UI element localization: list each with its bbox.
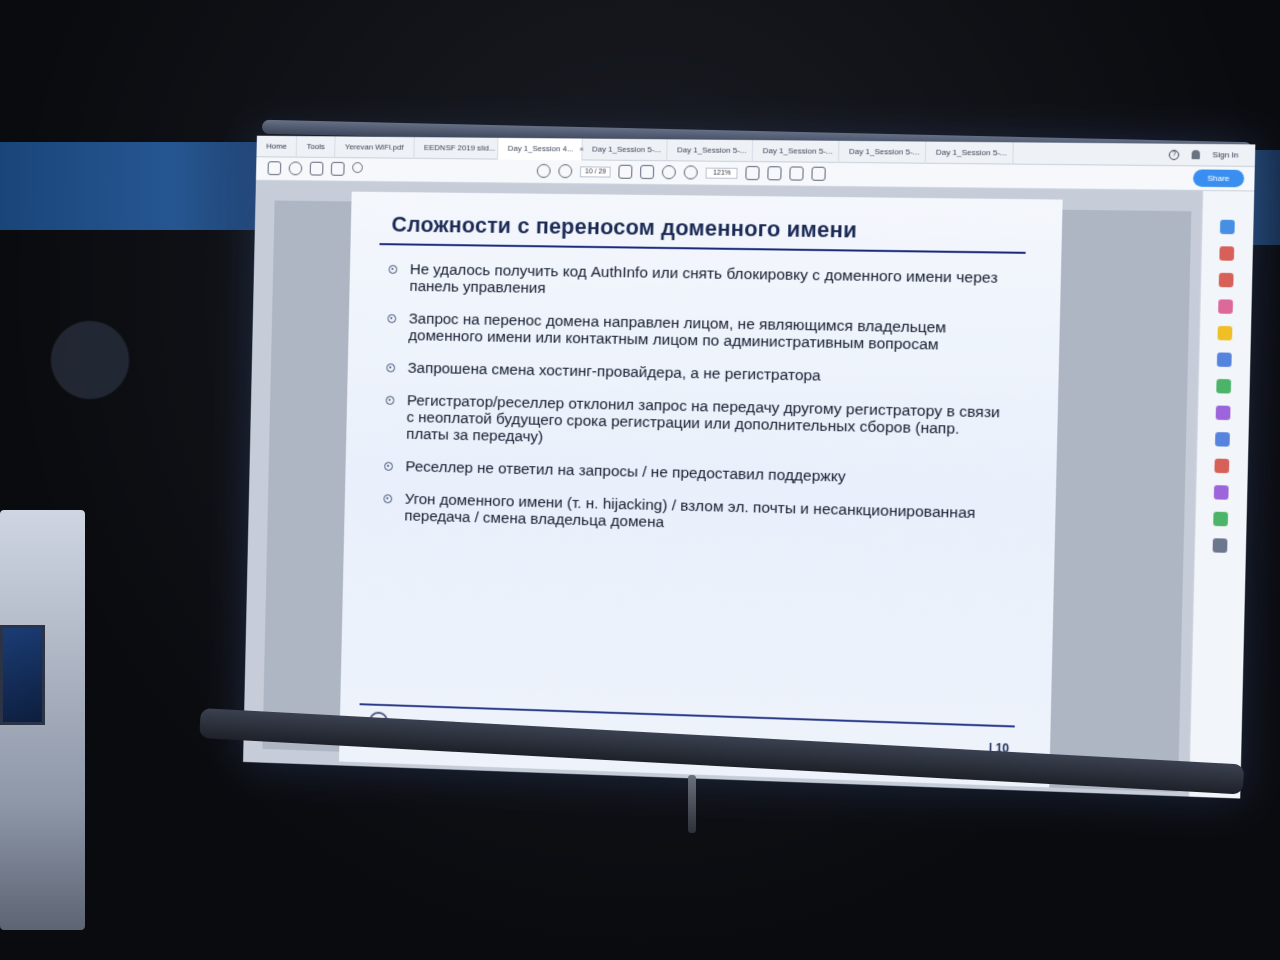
comment-icon[interactable] — [1217, 326, 1232, 341]
sign-in-link[interactable]: Sign In — [1212, 150, 1239, 160]
protect-icon[interactable] — [1215, 432, 1230, 447]
slide-title: Сложности с переносом доменного имени — [391, 211, 858, 243]
scroll-mode-icon[interactable] — [768, 166, 782, 180]
tab-label: Yerevan WiFi.pdf — [344, 141, 404, 152]
hand-tool-icon[interactable] — [640, 165, 654, 179]
zoom-out-icon[interactable] — [662, 165, 676, 179]
bullet-icon — [384, 462, 393, 471]
print-icon[interactable] — [310, 162, 324, 176]
page-indicator[interactable] — [580, 166, 611, 177]
tab-label: Day 1_Session 5-... — [676, 144, 747, 155]
zoom-select[interactable]: 121% — [706, 167, 738, 178]
tab-tools[interactable]: Tools — [297, 136, 336, 158]
bullet-text: Запрос на перенос домена направлен лицом, не являющимся владельцем доменного имени или контактным лицом по административным вопросам — [408, 310, 947, 354]
share-button[interactable]: Share — [1193, 169, 1245, 187]
projection-screen — [243, 136, 1255, 799]
organize-icon[interactable] — [1216, 379, 1231, 394]
title-divider — [379, 243, 1025, 254]
page-gutter-left — [262, 201, 351, 752]
bullet-icon — [388, 265, 397, 274]
tab-label: EEDNSF 2019 slid... — [423, 142, 496, 153]
bookmark-icon[interactable] — [268, 161, 282, 175]
more-tools-icon[interactable] — [1213, 538, 1228, 553]
tab-document[interactable] — [752, 140, 839, 163]
bullet-item — [383, 490, 999, 539]
bullet-text: Не удалось получить код AuthInfo или снять блокировку с доменного имени через панель управления — [409, 261, 998, 297]
screen-pull-handle — [688, 775, 696, 833]
tab-label: Day 1_Session 5-... — [848, 146, 920, 157]
send-sign-icon[interactable] — [1214, 485, 1229, 500]
slide-page-number: | 10 — [988, 740, 1010, 756]
bullet-text: Регистратор/реселлер отклонил запрос на передачу другому регистратору в связи с неоплатой будущего срока регистрации или дополнительных сборов (напр. платы за передачу) — [406, 392, 1001, 446]
wall-light-left — [0, 142, 285, 230]
edit-pdf-icon[interactable] — [1218, 299, 1233, 314]
export-pdf-icon[interactable] — [1219, 246, 1234, 260]
help-icon[interactable]: ? — [1169, 149, 1180, 159]
bullet-item — [388, 261, 1005, 304]
tab-document[interactable] — [667, 139, 753, 162]
comment-icon[interactable] — [790, 166, 804, 180]
tab-label: Day 1_Session 4... — [507, 143, 574, 153]
pen-icon[interactable] — [812, 167, 826, 181]
tab-document[interactable] — [925, 141, 1013, 164]
tab-bar-right — [1169, 149, 1255, 160]
bullet-text: Реселлер не ответил на запросы / не предоставил поддержку — [405, 458, 846, 486]
select-cursor-icon[interactable] — [619, 165, 633, 179]
toolbar-left — [268, 161, 363, 176]
combine-icon[interactable] — [1217, 352, 1232, 367]
tab-document[interactable] — [414, 137, 498, 160]
email-icon[interactable] — [331, 162, 345, 176]
tab-document-active[interactable] — [498, 137, 583, 160]
create-pdf-icon[interactable] — [1219, 273, 1234, 288]
bullet-item — [386, 359, 1002, 388]
current-page-input[interactable]: 10 — [584, 167, 593, 175]
search-icon[interactable] — [352, 162, 363, 173]
bullet-icon — [383, 494, 392, 503]
tab-label: Day 1_Session 5-... — [935, 147, 1008, 157]
tab-label: Day 1_Session 5-... — [591, 144, 662, 154]
search-icon[interactable] — [1220, 220, 1235, 234]
upload-cloud-icon[interactable] — [289, 161, 303, 175]
bullet-list — [383, 261, 1005, 556]
tab-document[interactable] — [582, 138, 667, 161]
tab-document[interactable] — [839, 140, 926, 163]
document-area[interactable] — [243, 181, 1202, 797]
bullet-item — [384, 458, 1000, 489]
page-fit-icon[interactable] — [746, 166, 760, 180]
bullet-icon — [387, 314, 396, 323]
next-page-icon[interactable] — [558, 164, 572, 178]
bullet-item — [387, 310, 1004, 355]
podium-monitor — [0, 625, 45, 725]
bullet-text: Угон доменного имени (т. н. hijacking) / взлом эл. почты и несанкционированная передача / смена владельца домена — [404, 490, 976, 532]
bullet-icon — [386, 396, 395, 405]
print-production-icon[interactable] — [1214, 459, 1229, 474]
zoom-in-icon[interactable] — [684, 165, 698, 179]
tab-document[interactable] — [335, 136, 414, 158]
notification-bell-icon[interactable] — [1192, 150, 1201, 159]
toolbar-center — [537, 164, 826, 181]
wall-fixture — [0, 300, 260, 460]
fill-sign-icon[interactable] — [1216, 406, 1231, 421]
slide-page — [339, 192, 1063, 788]
prev-page-icon[interactable] — [537, 164, 551, 178]
tab-label: Day 1_Session 5-... — [762, 145, 833, 156]
bullet-icon — [386, 363, 395, 372]
page-gutter-right — [1049, 210, 1191, 792]
bullet-text: Запрошена смена хостинг-провайдера, а не регистратора — [407, 359, 821, 385]
bullet-item — [385, 392, 1002, 456]
tab-home[interactable]: Home — [256, 135, 297, 157]
total-pages: / 29 — [594, 167, 607, 176]
close-tab-icon[interactable]: × — [579, 143, 585, 153]
scan-icon[interactable] — [1213, 512, 1228, 527]
